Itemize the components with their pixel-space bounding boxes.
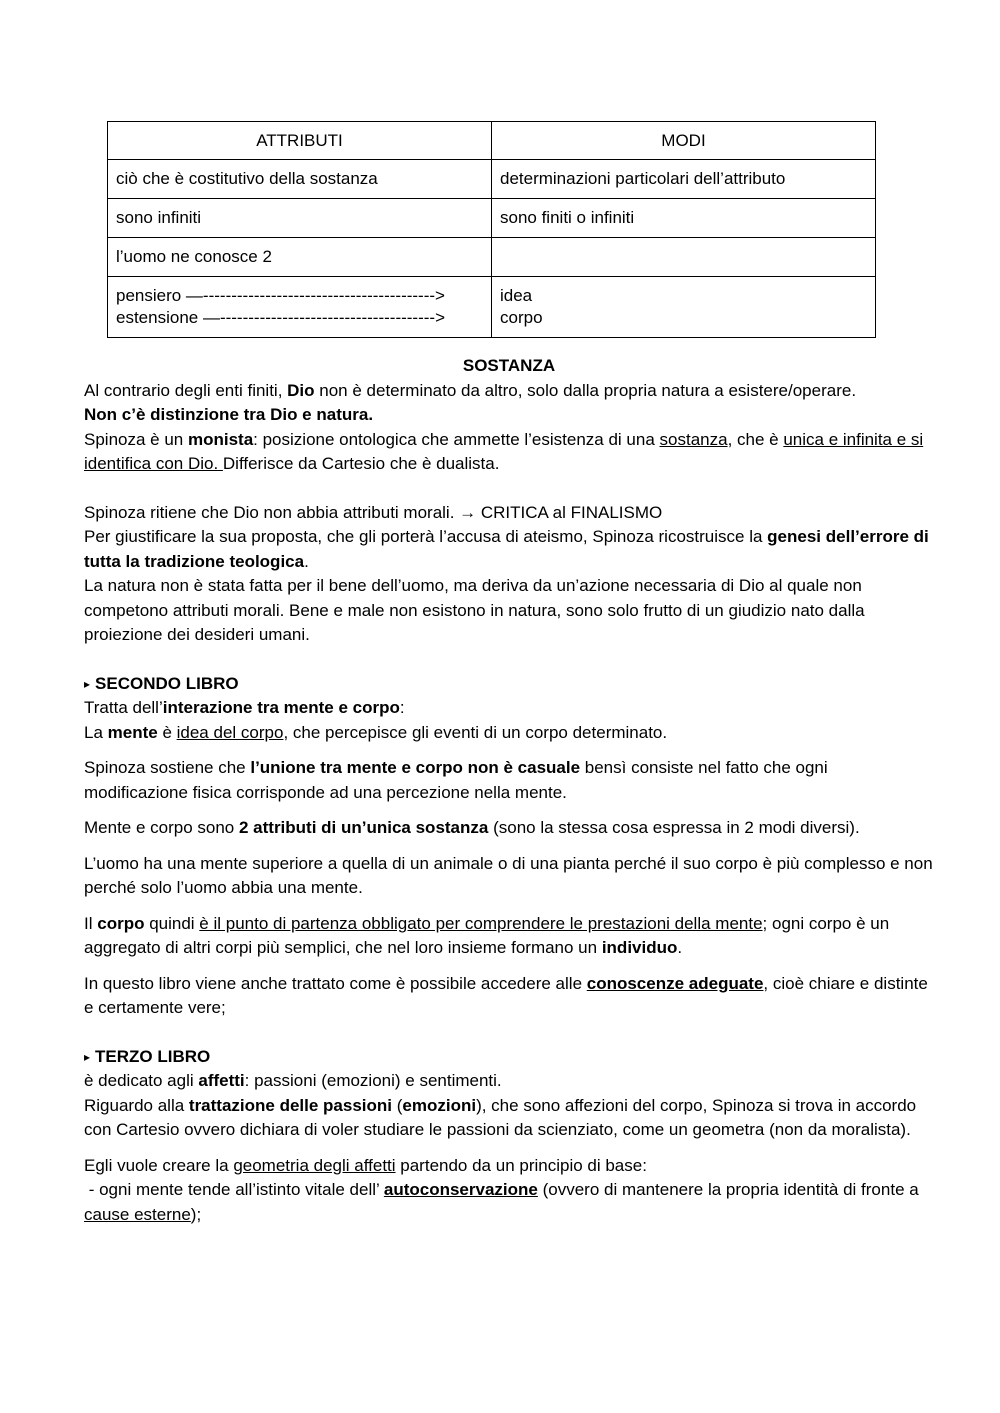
paragraph: La natura non è stata fatta per il bene dell’uomo, ma deriva da un’azione necessaria di Dio al quale non competono attributi morali. Bene e male non esistono in natura, sono solo frutto di un giudizio nato dalla proiezione dei desideri umani. bbox=[84, 576, 865, 644]
table-header-modi: MODI bbox=[492, 122, 876, 160]
triangle-bullet-icon: ▸ bbox=[84, 676, 91, 691]
table-row bbox=[108, 238, 876, 277]
paragraph: Il corpo quindi è il punto di partenza obbligato per comprendere le prestazioni della mente; ogni corpo è un aggregato di altri corpi più semplici, che nel loro insieme formano un individuo. bbox=[84, 913, 890, 957]
table-row bbox=[108, 160, 876, 199]
table-header-row bbox=[108, 122, 876, 160]
section-heading-secondo-libro: ▸ SECONDO LIBRO bbox=[84, 673, 239, 693]
table-cell bbox=[108, 277, 492, 338]
paragraph: Spinoza sostiene che l’unione tra mente e corpo non è casuale bensì consiste nel fatto che ogni modificazione fisica corrisponde ad una percezione nella mente. bbox=[84, 758, 828, 802]
paragraph: L’uomo ha una mente superiore a quella di un animale o di una pianta perché il suo corpo è più complesso e non perché solo l’uomo abbia una mente. bbox=[84, 853, 933, 897]
triangle-bullet-icon: ▸ bbox=[84, 1049, 91, 1064]
paragraph: Tratta dell’interazione tra mente e corpo: bbox=[84, 698, 405, 717]
paragraph: Al contrario degli enti finiti, Dio non è determinato da altro, solo dalla propria natura a esistere/operare. bbox=[84, 380, 857, 400]
paragraph: Riguardo alla trattazione delle passioni (emozioni), che sono affezioni del corpo, Spinoza si trova in accordo con Cartesio ovvero dichiara di voler studiare le passioni da scienziato, come un geometra (non da moralista). bbox=[84, 1095, 917, 1139]
table-header-attributi: ATTRIBUTI bbox=[108, 122, 492, 160]
table-cell-line: idea bbox=[500, 286, 533, 305]
table-cell: ciò che è costitutivo della sostanza bbox=[108, 160, 492, 199]
attributes-modes-table bbox=[107, 121, 876, 338]
paragraph: Per giustificare la sua proposta, che gli porterà l’accusa di ateismo, Spinoza ricostruisce la genesi dell’errore di tutta la tradizione teologica. bbox=[84, 527, 929, 571]
table-cell: sono infiniti bbox=[108, 199, 492, 238]
section-heading-terzo-libro: ▸ TERZO LIBRO bbox=[84, 1046, 211, 1066]
paragraph: Egli vuole creare la geometria degli affetti partendo da un principio di base: bbox=[84, 1155, 647, 1175]
table-cell: determinazioni particolari dell’attributo bbox=[492, 160, 876, 199]
paragraph: Spinoza ritiene che Dio non abbia attributi morali. → CRITICA al FINALISMO bbox=[84, 502, 663, 522]
paragraph: In questo libro viene anche trattato come è possibile accedere alle conoscenze adeguate, cioè chiare e distinte e certamente vere; bbox=[84, 973, 928, 1017]
table-row bbox=[108, 277, 876, 338]
document-body bbox=[84, 354, 934, 1227]
section-heading-sostanza: SOSTANZA bbox=[462, 356, 556, 375]
paragraph: è dedicato agli affetti: passioni (emozioni) e sentimenti. bbox=[84, 1071, 502, 1090]
paragraph: - ogni mente tende all’istinto vitale dell’ autoconservazione (ovvero di mantenere la propria identità di fronte a cause esterne); bbox=[84, 1180, 919, 1224]
table-cell-line: estensione —--------------------------------------> bbox=[116, 308, 446, 327]
table-cell: sono finiti o infiniti bbox=[492, 199, 876, 238]
paragraph: Mente e corpo sono 2 attributi di un’unica sostanza (sono la stessa cosa espressa in 2 modi diversi). bbox=[84, 818, 860, 837]
paragraph: La mente è idea del corpo, che percepisce gli eventi di un corpo determinato. bbox=[84, 722, 668, 742]
paragraph: Spinoza è un monista: posizione ontologica che ammette l’esistenza di una sostanza, che è unica e infinita e si identifica con Dio. Differisce da Cartesio che è dualista. bbox=[84, 429, 924, 473]
table-cell: l’uomo ne conosce 2 bbox=[108, 238, 492, 277]
table-cell bbox=[492, 238, 876, 277]
table-cell-line: corpo bbox=[500, 308, 543, 327]
table-cell bbox=[492, 277, 876, 338]
paragraph: Non c’è distinzione tra Dio e natura. bbox=[84, 405, 374, 424]
table-cell-line: pensiero —-----------------------------------------> bbox=[116, 286, 445, 305]
table-row bbox=[108, 199, 876, 238]
